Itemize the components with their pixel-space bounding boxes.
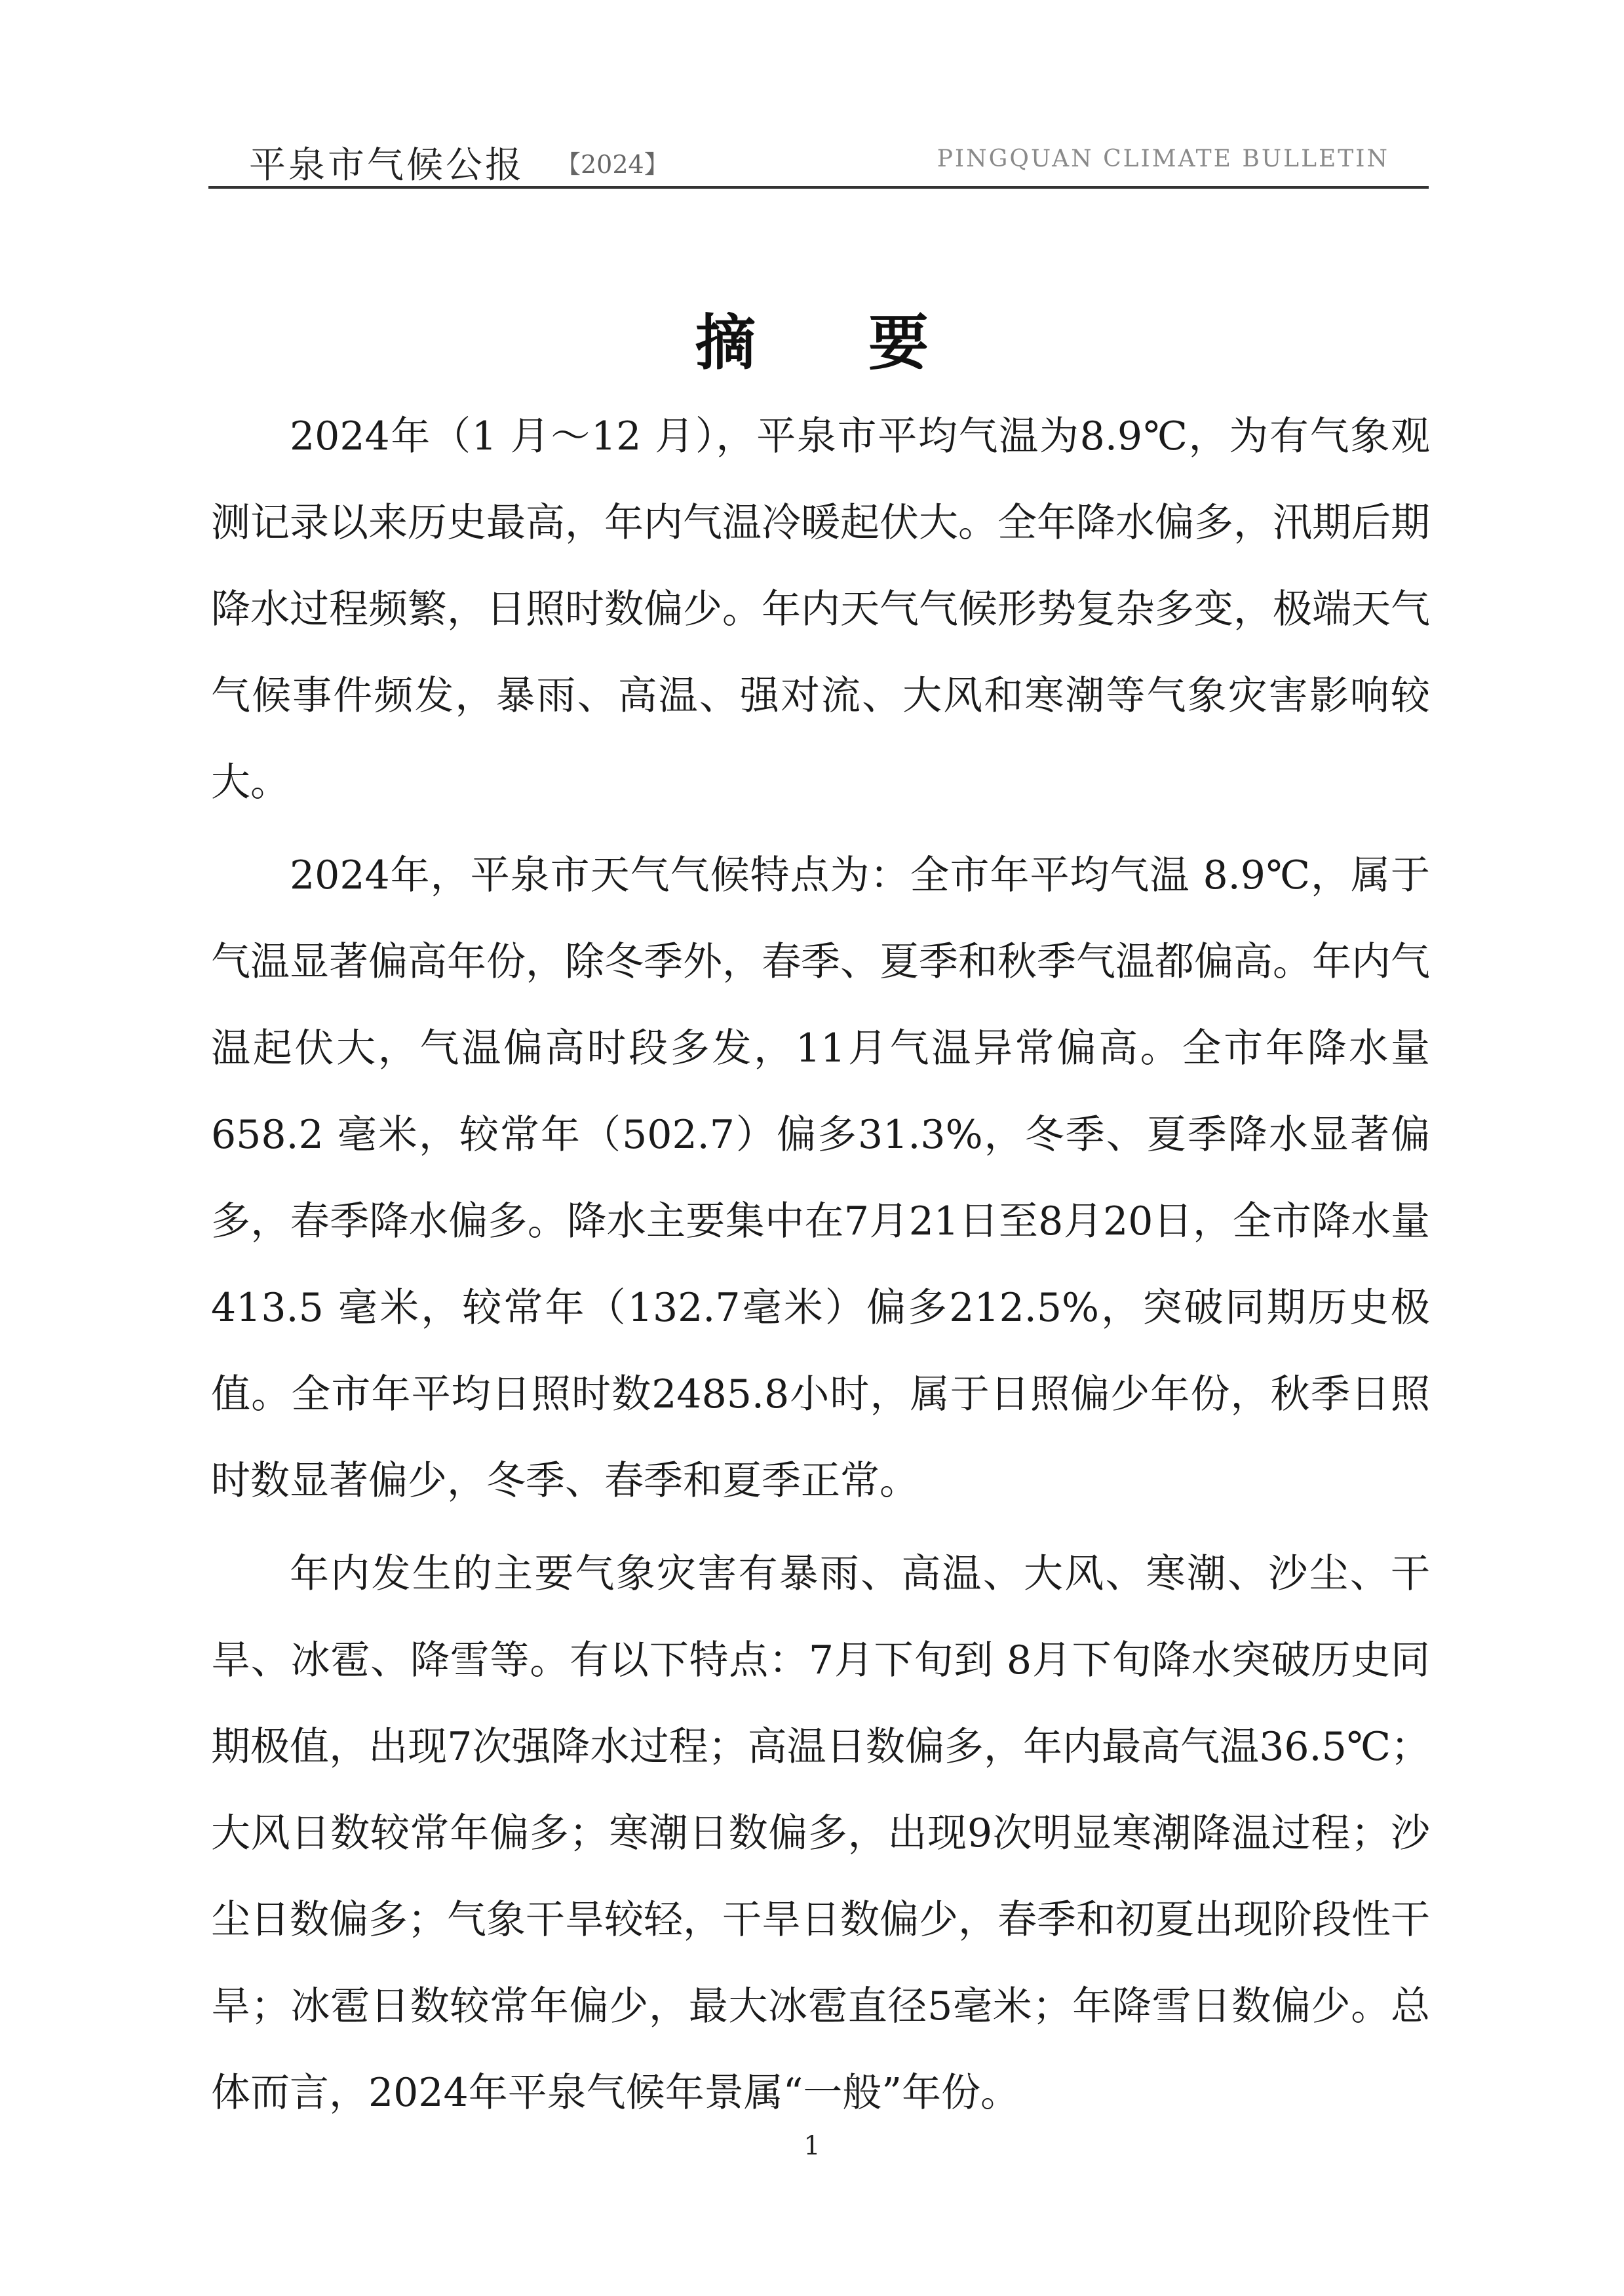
document-body	[211, 393, 1430, 2143]
year-tag: 【2024】	[556, 150, 669, 179]
bulletin-title: 平泉市气候公报	[249, 144, 524, 187]
page-number: 1	[803, 2131, 821, 2161]
page-header	[208, 124, 1429, 190]
summary-paragraph-climate-features: 2024年，平泉市天气气候特点为：全市年平均气温 8.9℃，属于气温显著偏高年份，除冬季外，春季、夏季和秋季气温都偏高。年内气温起伏大，气温偏高时段多发，11月气温异常偏高。全市年降水量 658.2 毫米，较常年（502.7）偏多31.3%，冬季、夏季降水显著偏多，春季降水偏多。降水主要集中在7月21日至8月20日，全市降水量413.5 毫米，较常年（132.7毫米）偏多212.5%，突破同期历史极值。全市年平均日照时数2485.8小时，属于日照偏少年份，秋季日照时数显著偏少，冬季、春季和夏季正常。	[211, 852, 1430, 1504]
summary-paragraph-disasters: 年内发生的主要气象灾害有暴雨、高温、大风、寒潮、沙尘、干旱、冰雹、降雪等。有以下特点：7月下旬到 8月下旬降水突破历史同期极值，出现7次强降水过程；高温日数偏多，年内最高气温36.5℃；大风日数较常年偏多；寒潮日数偏多，出现9次明显寒潮降温过程；沙尘日数偏多；气象干旱较轻，干旱日数偏少，春季和初夏出现阶段性干旱；冰雹日数较常年偏少，最大冰雹直径5毫米；年降雪日数偏少。总体而言，2024年平泉气候年景属“一般”年份。	[211, 1551, 1431, 2116]
english-bulletin-title: PINGQUAN CLIMATE BULLETIN	[937, 145, 1389, 172]
summary-paragraph-overview: 2024年（1 月～12 月），平泉市平均气温为8.9℃，为有气象观测记录以来历史最高，年内气温冷暖起伏大。全年降水偏多，汛期后期降水过程频繁，日照时数偏少。年内天气气候形势复杂多变，极端天气气候事件频发，暴雨、高温、强对流、大风和寒潮等气象灾害影响较大。	[211, 413, 1430, 805]
document-title: 摘 要	[695, 307, 975, 378]
header-divider	[208, 186, 1429, 189]
